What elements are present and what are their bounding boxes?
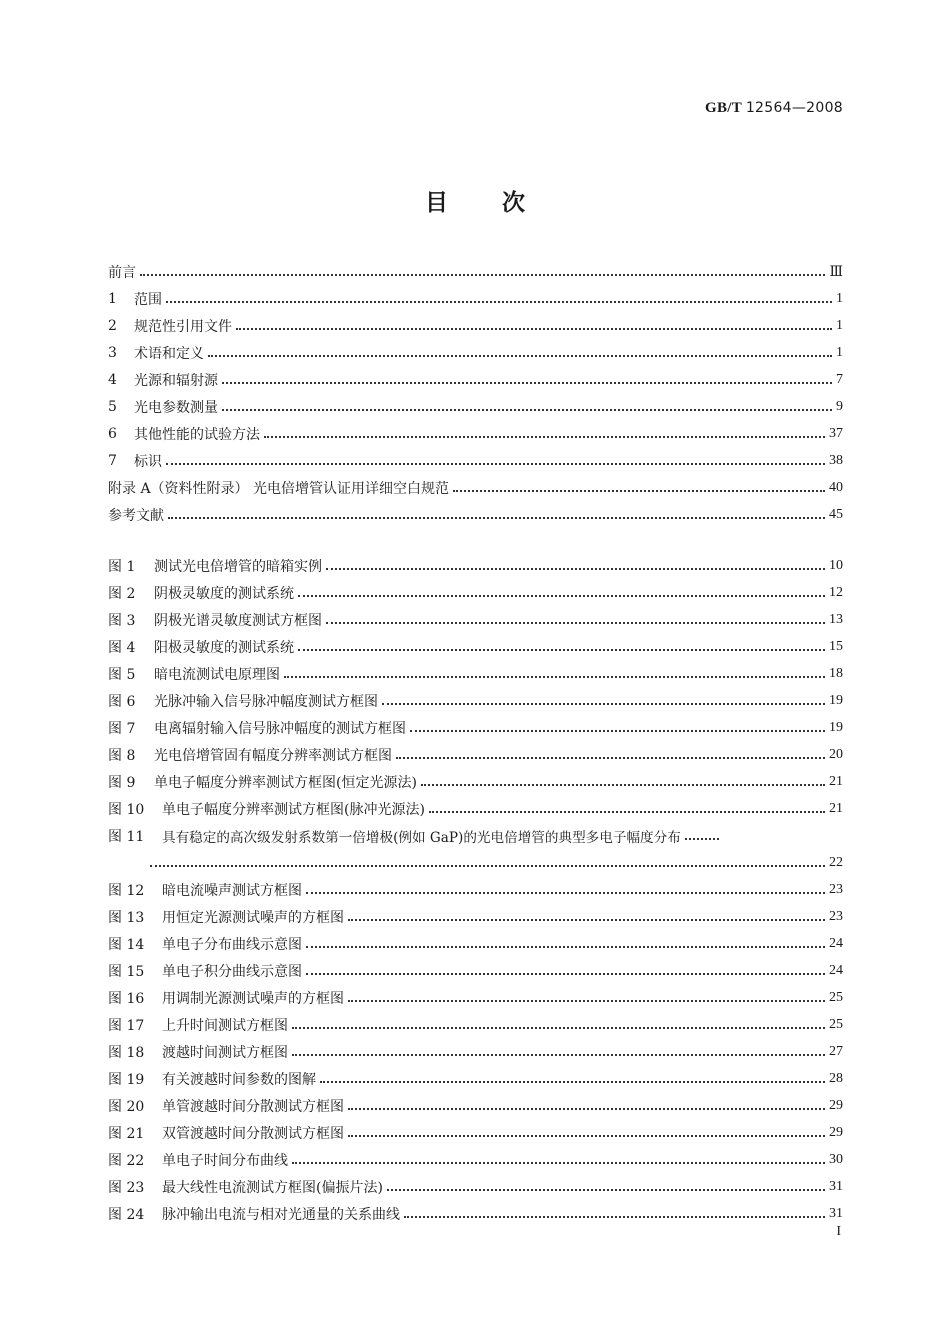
leader-dots bbox=[382, 690, 825, 712]
figure-page: 21 bbox=[829, 774, 843, 789]
figure-row[interactable] bbox=[108, 555, 843, 577]
toc-label: 标识 bbox=[134, 454, 162, 470]
figure-page: 12 bbox=[829, 585, 843, 600]
figure-label: 双管渡越时间分散测试方框图 bbox=[162, 1126, 344, 1142]
toc-number: 4 bbox=[108, 372, 117, 388]
toc-row-7[interactable] bbox=[108, 450, 843, 472]
figure-row[interactable] bbox=[108, 825, 843, 847]
toc-label: 附录 A（资料性附录） 光电倍增管认证用详细空白规范 bbox=[108, 481, 450, 497]
toc-number: 2 bbox=[108, 318, 117, 334]
toc-row-1[interactable] bbox=[108, 288, 843, 310]
toc-label: 其他性能的试验方法 bbox=[134, 427, 260, 443]
figure-label: 暗电流噪声测试方框图 bbox=[162, 883, 302, 899]
toc-page: Ⅲ bbox=[829, 264, 843, 280]
figure-page: 19 bbox=[829, 693, 843, 708]
figure-number: 图 16 bbox=[108, 991, 145, 1007]
figure-label: 阴极光谱灵敏度测试方框图 bbox=[154, 613, 322, 629]
figure-number: 图 11 bbox=[108, 829, 145, 845]
leader-dots bbox=[348, 1122, 825, 1144]
leader-dots bbox=[404, 1203, 825, 1225]
figure-number: 图 9 bbox=[108, 775, 136, 791]
figure-number: 图 8 bbox=[108, 748, 136, 764]
leader-dots bbox=[348, 1095, 825, 1117]
toc-page: 37 bbox=[829, 426, 843, 441]
leader-dots bbox=[292, 1149, 825, 1171]
figure-row[interactable] bbox=[108, 960, 843, 982]
figure-label: 有关渡越时间参数的图解 bbox=[162, 1072, 316, 1088]
leader-dots bbox=[150, 852, 825, 874]
figure-page: 22 bbox=[829, 855, 843, 870]
figure-label: 脉冲输出电流与相对光通量的关系曲线 bbox=[162, 1207, 400, 1223]
figure-label: 暗电流测试电原理图 bbox=[154, 667, 280, 683]
toc-number: 5 bbox=[108, 399, 117, 415]
toc-number: 7 bbox=[108, 453, 117, 469]
figure-row[interactable] bbox=[108, 744, 843, 766]
figure-label: 光电倍增管固有幅度分辨率测试方框图 bbox=[154, 748, 392, 764]
figure-row[interactable] bbox=[108, 879, 843, 901]
leader-dots bbox=[396, 744, 825, 766]
leader-dots bbox=[222, 396, 832, 418]
leader-dots bbox=[284, 663, 825, 685]
figure-label: 用调制光源测试噪声的方框图 bbox=[162, 991, 344, 1007]
figure-label: 渡越时间测试方框图 bbox=[162, 1045, 288, 1061]
leader-dots bbox=[306, 879, 825, 901]
title-char-2: 次 bbox=[502, 190, 525, 216]
figure-page: 29 bbox=[829, 1098, 843, 1113]
figure-row[interactable] bbox=[108, 663, 843, 685]
leader-dots bbox=[298, 636, 825, 658]
figure-page: 10 bbox=[829, 558, 843, 573]
leader-dots bbox=[292, 1014, 825, 1036]
figure-row[interactable] bbox=[108, 798, 843, 820]
figure-number: 图 2 bbox=[108, 586, 136, 602]
figure-number: 图 14 bbox=[108, 937, 145, 953]
figure-number: 图 13 bbox=[108, 910, 145, 926]
figure-label: 单电子分布曲线示意图 bbox=[162, 937, 302, 953]
figure-row-continuation bbox=[150, 852, 843, 874]
leader-dots bbox=[421, 771, 825, 793]
leader-dots bbox=[222, 369, 832, 391]
toc-page: 38 bbox=[829, 453, 843, 468]
leader-dots bbox=[387, 1176, 825, 1198]
figure-row[interactable] bbox=[108, 1068, 843, 1090]
figure-number: 图 21 bbox=[108, 1126, 145, 1142]
figure-page: 30 bbox=[829, 1152, 843, 1167]
figure-page: 20 bbox=[829, 747, 843, 762]
toc-row-foreword[interactable] bbox=[108, 261, 843, 283]
toc-label: 范围 bbox=[134, 292, 162, 308]
leader-dots bbox=[208, 342, 832, 364]
figure-row[interactable] bbox=[108, 906, 843, 928]
leader-dots bbox=[292, 1041, 825, 1063]
toc-label: 光电参数测量 bbox=[134, 400, 218, 416]
toc-label: 光源和辐射源 bbox=[134, 373, 218, 389]
figure-number: 图 10 bbox=[108, 802, 145, 818]
title-char-1: 目 bbox=[425, 190, 448, 216]
toc-row-4[interactable] bbox=[108, 369, 843, 391]
figure-number: 图 20 bbox=[108, 1099, 145, 1115]
figure-label: 具有稳定的高次级发射系数第一倍增极(例如 GaP)的光电倍增管的典型多电子幅度分布 bbox=[162, 830, 681, 846]
figure-page: 31 bbox=[829, 1206, 843, 1221]
standard-number: 12564—2008 bbox=[745, 100, 843, 116]
figure-number: 图 18 bbox=[108, 1045, 145, 1061]
toc-page: 1 bbox=[836, 345, 843, 360]
leader-dots bbox=[306, 933, 825, 955]
leader-dots bbox=[320, 1068, 825, 1090]
figure-row[interactable] bbox=[108, 1122, 843, 1144]
figure-number: 图 22 bbox=[108, 1153, 145, 1169]
figure-number: 图 5 bbox=[108, 667, 136, 683]
leader-dots bbox=[326, 609, 825, 631]
leader-dots bbox=[298, 582, 825, 604]
leader-dots bbox=[306, 960, 825, 982]
toc-label: 前言 bbox=[108, 265, 136, 281]
figure-page: 23 bbox=[829, 882, 843, 897]
leader-dots bbox=[410, 717, 825, 739]
figure-page: 25 bbox=[829, 1017, 843, 1032]
figure-number: 图 12 bbox=[108, 883, 145, 899]
leader-dots bbox=[326, 555, 825, 577]
leader-dots bbox=[140, 261, 825, 283]
figure-page: 15 bbox=[829, 639, 843, 654]
figure-row[interactable] bbox=[108, 636, 843, 658]
figure-row[interactable] bbox=[108, 1041, 843, 1063]
toc-row-5[interactable] bbox=[108, 396, 843, 418]
figure-number: 图 19 bbox=[108, 1072, 145, 1088]
figure-row[interactable] bbox=[108, 1095, 843, 1117]
figure-label: 单电子积分曲线示意图 bbox=[162, 964, 302, 980]
toc-page: 1 bbox=[836, 291, 843, 306]
figure-number: 图 7 bbox=[108, 721, 136, 737]
figure-page: 18 bbox=[829, 666, 843, 681]
toc-row-2[interactable] bbox=[108, 315, 843, 337]
figure-label: 阴极灵敏度的测试系统 bbox=[154, 586, 294, 602]
figure-row[interactable] bbox=[108, 582, 843, 604]
toc-page: 9 bbox=[836, 399, 843, 414]
leader-dots bbox=[168, 504, 825, 526]
figure-number: 图 1 bbox=[108, 559, 136, 575]
figure-number: 图 15 bbox=[108, 964, 145, 980]
standard-prefix: GB/T bbox=[704, 100, 742, 116]
toc-row-annex-a[interactable] bbox=[108, 477, 843, 499]
leader-dots bbox=[348, 906, 825, 928]
leader-dots bbox=[429, 798, 825, 820]
toc-row-bibliography[interactable] bbox=[108, 504, 843, 526]
leader-dots bbox=[166, 288, 832, 310]
toc-page: 40 bbox=[829, 480, 843, 495]
figure-number: 图 17 bbox=[108, 1018, 145, 1034]
figure-number: 图 24 bbox=[108, 1207, 145, 1223]
figure-page: 13 bbox=[829, 612, 843, 627]
figure-number: 图 23 bbox=[108, 1180, 145, 1196]
figure-label: 单电子时间分布曲线 bbox=[162, 1153, 288, 1169]
figure-label: 单电子幅度分辨率测试方框图(恒定光源法) bbox=[154, 775, 417, 791]
figure-label: 单电子幅度分辨率测试方框图(脉冲光源法) bbox=[162, 802, 425, 818]
figure-row[interactable] bbox=[108, 717, 843, 739]
figure-page: 19 bbox=[829, 720, 843, 735]
toc-page: 7 bbox=[836, 372, 843, 387]
figure-label: 用恒定光源测试噪声的方框图 bbox=[162, 910, 344, 926]
figure-label: 上升时间测试方框图 bbox=[162, 1018, 288, 1034]
figure-page: 29 bbox=[829, 1125, 843, 1140]
figure-page: 21 bbox=[829, 801, 843, 816]
figure-row[interactable] bbox=[108, 933, 843, 955]
toc-page: 45 bbox=[829, 507, 843, 522]
figure-row[interactable] bbox=[108, 987, 843, 1009]
toc-number: 6 bbox=[108, 426, 117, 442]
figure-number: 图 6 bbox=[108, 694, 136, 710]
figure-page: 31 bbox=[829, 1179, 843, 1194]
figure-label: 单管渡越时间分散测试方框图 bbox=[162, 1099, 344, 1115]
figure-page: 25 bbox=[829, 990, 843, 1005]
leader-dots bbox=[264, 423, 825, 445]
toc-row-3[interactable] bbox=[108, 342, 843, 364]
page-title bbox=[0, 184, 950, 217]
figure-label: 阳极灵敏度的测试系统 bbox=[154, 640, 294, 656]
toc-label: 规范性引用文件 bbox=[134, 319, 232, 335]
figure-row[interactable] bbox=[108, 1203, 843, 1225]
figure-row[interactable] bbox=[108, 771, 843, 793]
figure-page: 27 bbox=[829, 1044, 843, 1059]
leader-dots bbox=[166, 450, 825, 472]
figure-label: 最大线性电流测试方框图(偏振片法) bbox=[162, 1180, 383, 1196]
toc-label: 参考文献 bbox=[108, 508, 164, 524]
leader-dots bbox=[685, 825, 719, 847]
figure-label: 电离辐射输入信号脉冲幅度的测试方框图 bbox=[154, 721, 406, 737]
leader-dots bbox=[348, 987, 825, 1009]
figure-row[interactable] bbox=[108, 1176, 843, 1198]
toc-number: 1 bbox=[108, 291, 117, 307]
figure-page: 23 bbox=[829, 909, 843, 924]
figure-label: 测试光电倍增管的暗箱实例 bbox=[154, 559, 322, 575]
figure-label: 光脉冲输入信号脉冲幅度测试方框图 bbox=[154, 694, 378, 710]
toc-number: 3 bbox=[108, 345, 117, 361]
figure-row[interactable] bbox=[108, 609, 843, 631]
toc-row-6[interactable] bbox=[108, 423, 843, 445]
toc-page: 1 bbox=[836, 318, 843, 333]
figure-row[interactable] bbox=[108, 1014, 843, 1036]
leader-dots bbox=[236, 315, 832, 337]
page-number: I bbox=[836, 1224, 841, 1239]
toc-label: 术语和定义 bbox=[134, 346, 204, 362]
figure-number: 图 3 bbox=[108, 613, 136, 629]
figure-row[interactable] bbox=[108, 690, 843, 712]
figure-number: 图 4 bbox=[108, 640, 136, 656]
figure-row[interactable] bbox=[108, 1149, 843, 1171]
figure-page: 28 bbox=[829, 1071, 843, 1086]
figure-page: 24 bbox=[829, 936, 843, 951]
standard-code bbox=[705, 100, 843, 117]
leader-dots bbox=[453, 477, 825, 499]
figure-page: 24 bbox=[829, 963, 843, 978]
